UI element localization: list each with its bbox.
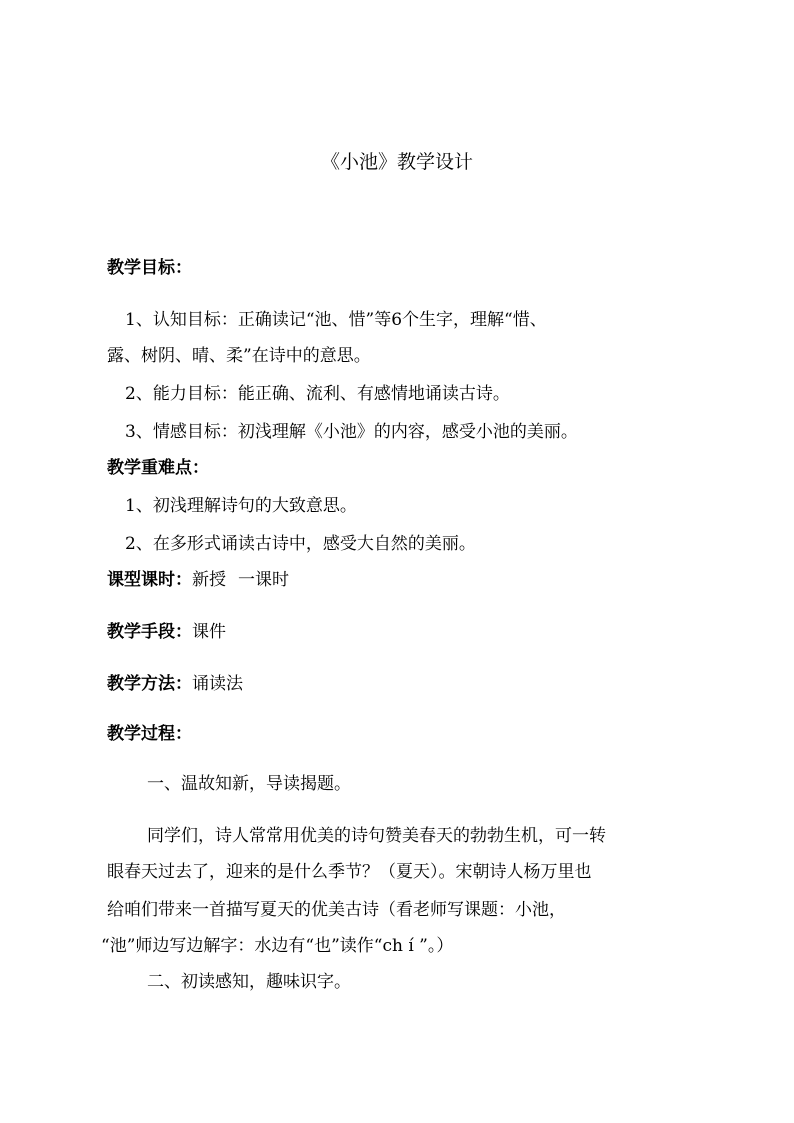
teaching-means-label: 教学手段： bbox=[107, 622, 192, 642]
teaching-method-label: 教学方法： bbox=[107, 674, 192, 694]
course-type-label: 课型课时： bbox=[107, 570, 192, 590]
key-points-heading: 教学重难点： bbox=[107, 458, 209, 478]
course-type-value-a: 新授 bbox=[192, 570, 226, 590]
process-heading: 教学过程： bbox=[107, 724, 192, 744]
process-paragraph-line-4: “池”师边写边解字：水边有“也”读作“ch í ”。） bbox=[101, 936, 454, 956]
objectives-heading: 教学目标： bbox=[107, 258, 192, 278]
course-type-row bbox=[107, 570, 289, 590]
teaching-means-value: 课件 bbox=[192, 622, 226, 642]
teaching-method-value: 诵读法 bbox=[192, 674, 243, 694]
process-section-1-title: 一、温故知新，导读揭题。 bbox=[147, 774, 351, 794]
objective-line-3: 2、能力目标：能正确、流利、有感情地诵读古诗。 bbox=[125, 384, 510, 404]
objective-line-2: 露、树阴、晴、柔”在诗中的意思。 bbox=[107, 346, 371, 366]
key-point-line-1: 1、初浅理解诗句的大致意思。 bbox=[125, 496, 357, 516]
process-paragraph-line-2: 眼春天过去了，迎来的是什么季节？（夏天）。宋朝诗人杨万里也 bbox=[107, 862, 592, 882]
process-paragraph-line-1: 同学们，诗人常常用优美的诗句赞美春天的勃勃生机，可一转 bbox=[147, 826, 606, 846]
document-title: 《小池》教学设计 bbox=[320, 151, 473, 173]
objective-line-1: 1、认知目标：正确读记“池、惜”等6个生字，理解“惜、 bbox=[125, 310, 547, 330]
teaching-method-row bbox=[107, 674, 243, 694]
course-type-value-b: 一课时 bbox=[238, 570, 289, 590]
process-paragraph-line-3: 给咱们带来一首描写夏天的优美古诗（看老师写课题：小池， bbox=[107, 900, 566, 920]
objective-line-4: 3、情感目标：初浅理解《小池》的内容，感受小池的美丽。 bbox=[125, 422, 578, 442]
process-section-2-title: 二、初读感知，趣味识字。 bbox=[147, 972, 351, 992]
key-point-line-2: 2、在多形式诵读古诗中，感受大自然的美丽。 bbox=[125, 534, 476, 554]
teaching-means-row bbox=[107, 622, 226, 642]
